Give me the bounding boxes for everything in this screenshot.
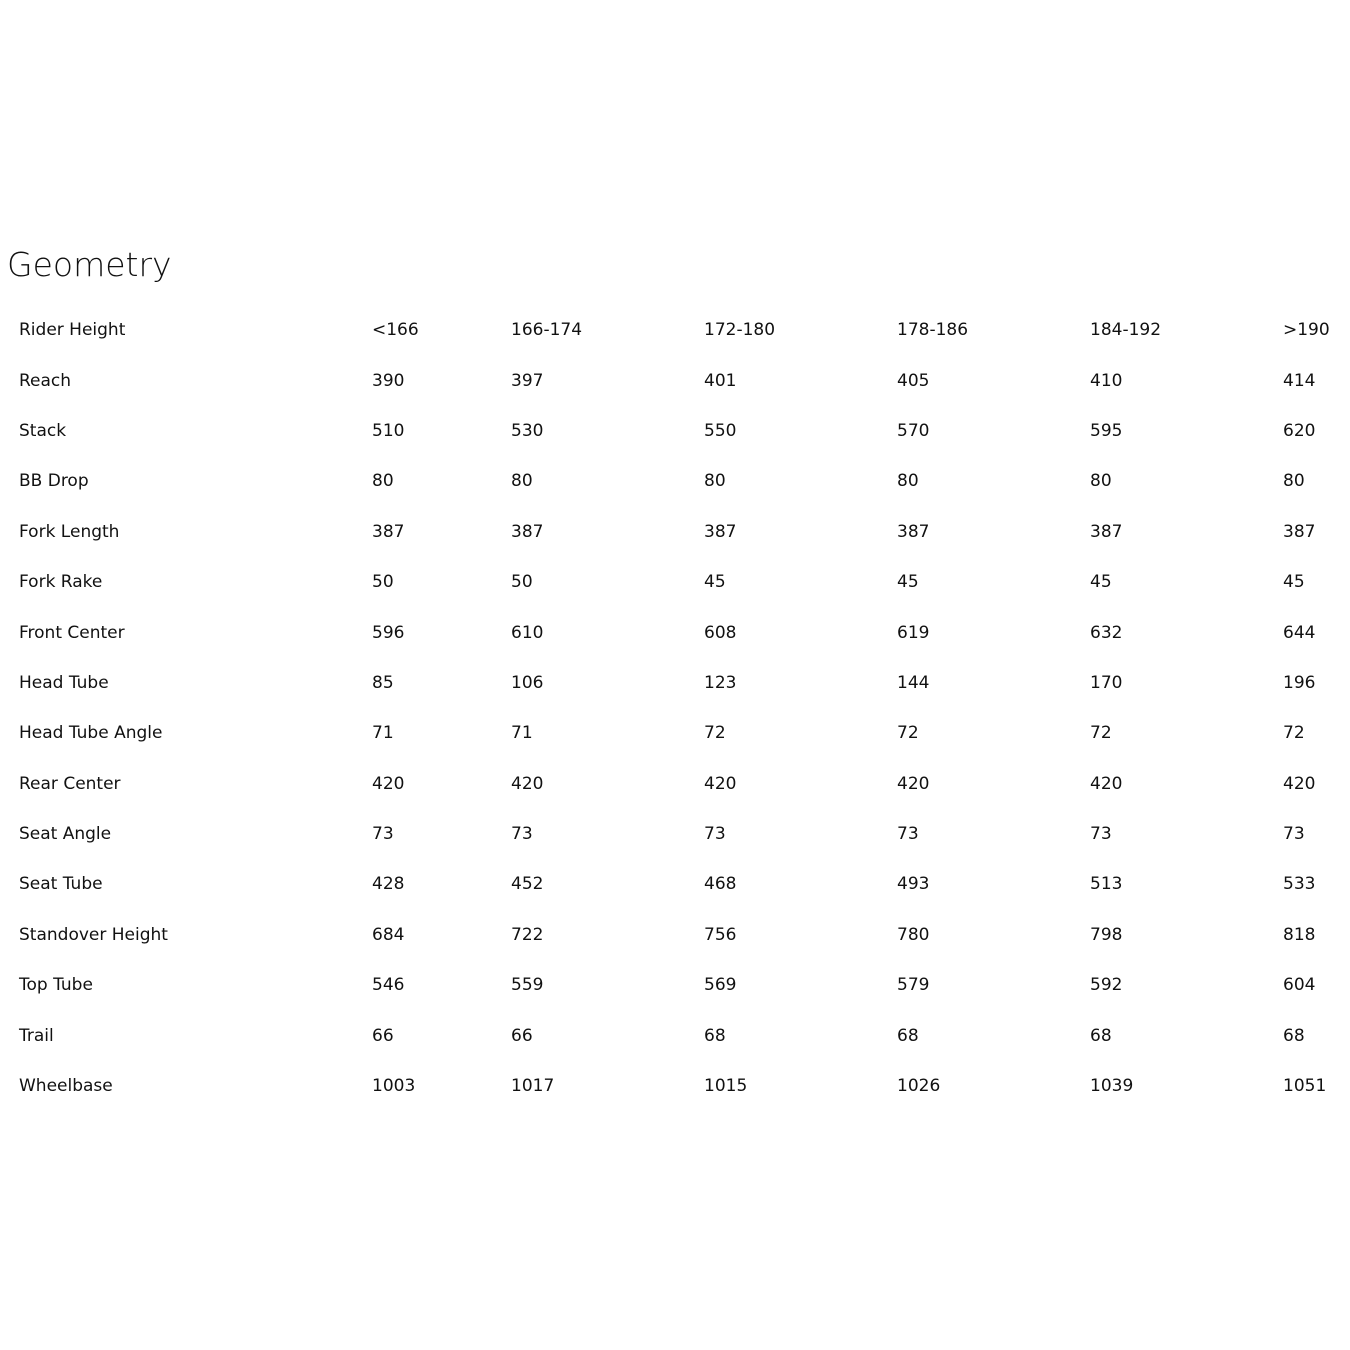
size-column-header: 172-180 (704, 320, 776, 341)
table-cell: 85 (372, 672, 394, 693)
row-label: Trail (19, 1025, 54, 1046)
table-cell: 71 (372, 723, 394, 744)
table-row (0, 658, 1350, 708)
table-cell: 610 (511, 622, 544, 643)
page-title: Geometry (7, 245, 172, 284)
table-cell: 1026 (897, 1076, 941, 1097)
table-cell: 68 (704, 1025, 726, 1046)
table-row (0, 355, 1350, 405)
table-cell: 533 (1283, 874, 1316, 895)
table-cell: 72 (1090, 723, 1112, 744)
table-cell: 123 (704, 672, 737, 693)
table-cell: 493 (897, 874, 930, 895)
table-cell: 1051 (1283, 1076, 1327, 1097)
table-cell: 798 (1090, 924, 1123, 945)
row-label: Stack (19, 420, 67, 441)
table-cell: 73 (897, 824, 919, 845)
table-cell: 513 (1090, 874, 1123, 895)
table-cell: 420 (511, 773, 544, 794)
table-cell: 80 (1090, 471, 1112, 492)
table-cell: 80 (1283, 471, 1305, 492)
table-cell: 196 (1283, 672, 1316, 693)
row-label: Seat Tube (19, 874, 103, 895)
table-cell: 550 (704, 420, 737, 441)
table-cell: 80 (372, 471, 394, 492)
table-row (0, 859, 1350, 909)
table-cell: 106 (511, 672, 544, 693)
table-cell: 595 (1090, 420, 1123, 441)
table-cell: 579 (897, 975, 930, 996)
table-cell: 68 (897, 1025, 919, 1046)
table-cell: 410 (1090, 370, 1123, 391)
table-cell: 45 (704, 572, 726, 593)
row-label: Rider Height (19, 320, 126, 341)
table-cell: 71 (511, 723, 533, 744)
row-label: Fork Length (19, 521, 120, 542)
table-cell: 428 (372, 874, 405, 895)
table-cell: 619 (897, 622, 930, 643)
table-cell: 604 (1283, 975, 1316, 996)
row-label: Rear Center (19, 773, 121, 794)
table-header-row (0, 305, 1350, 355)
table-cell: 420 (1090, 773, 1123, 794)
row-label: Reach (19, 370, 72, 391)
row-label: Standover Height (19, 924, 168, 945)
table-cell: 387 (1090, 521, 1123, 542)
table-row (0, 456, 1350, 506)
table-cell: 387 (1283, 521, 1316, 542)
table-row (0, 809, 1350, 859)
table-cell: 608 (704, 622, 737, 643)
row-label: Wheelbase (19, 1076, 113, 1097)
table-cell: 390 (372, 370, 405, 391)
table-cell: 420 (704, 773, 737, 794)
table-cell: 45 (897, 572, 919, 593)
row-label: Front Center (19, 622, 125, 643)
table-cell: 1015 (704, 1076, 748, 1097)
table-cell: 420 (897, 773, 930, 794)
table-cell: 80 (897, 471, 919, 492)
table-cell: 68 (1090, 1025, 1112, 1046)
table-cell: 66 (372, 1025, 394, 1046)
table-cell: 72 (897, 723, 919, 744)
table-row (0, 708, 1350, 758)
table-cell: 50 (372, 572, 394, 593)
table-row (0, 557, 1350, 607)
table-cell: 397 (511, 370, 544, 391)
row-label: Head Tube Angle (19, 723, 163, 744)
table-cell: 73 (372, 824, 394, 845)
table-cell: 45 (1283, 572, 1305, 593)
table-cell: 45 (1090, 572, 1112, 593)
table-cell: 405 (897, 370, 930, 391)
table-row (0, 960, 1350, 1010)
table-cell: 780 (897, 924, 930, 945)
table-cell: 420 (1283, 773, 1316, 794)
table-cell: 756 (704, 924, 737, 945)
table-cell: 73 (511, 824, 533, 845)
row-label: Seat Angle (19, 824, 112, 845)
table-cell: 722 (511, 924, 544, 945)
size-column-header: 166-174 (511, 320, 583, 341)
row-label: BB Drop (19, 471, 89, 492)
size-column-header: <166 (372, 320, 419, 341)
table-cell: 72 (1283, 723, 1305, 744)
table-row (0, 910, 1350, 960)
table-cell: 73 (1283, 824, 1305, 845)
table-cell: 620 (1283, 420, 1316, 441)
table-cell: 559 (511, 975, 544, 996)
row-label: Top Tube (19, 975, 93, 996)
table-cell: 632 (1090, 622, 1123, 643)
table-cell: 170 (1090, 672, 1123, 693)
table-cell: 144 (897, 672, 930, 693)
table-row (0, 507, 1350, 557)
table-cell: 570 (897, 420, 930, 441)
table-cell: 66 (511, 1025, 533, 1046)
table-cell: 420 (372, 773, 405, 794)
table-cell: 452 (511, 874, 544, 895)
size-column-header: 178-186 (897, 320, 969, 341)
table-row (0, 759, 1350, 809)
table-cell: 592 (1090, 975, 1123, 996)
table-row (0, 607, 1350, 657)
table-cell: 1003 (372, 1076, 416, 1097)
table-cell: 72 (704, 723, 726, 744)
size-column-header: 184-192 (1090, 320, 1162, 341)
table-cell: 401 (704, 370, 737, 391)
row-label: Fork Rake (19, 572, 103, 593)
table-cell: 818 (1283, 924, 1316, 945)
table-cell: 50 (511, 572, 533, 593)
table-cell: 73 (1090, 824, 1112, 845)
table-cell: 530 (511, 420, 544, 441)
table-cell: 80 (704, 471, 726, 492)
table-cell: 80 (511, 471, 533, 492)
table-cell: 387 (704, 521, 737, 542)
table-row (0, 1010, 1350, 1060)
table-cell: 546 (372, 975, 405, 996)
table-cell: 1017 (511, 1076, 555, 1097)
size-column-header: >190 (1283, 320, 1330, 341)
table-row (0, 406, 1350, 456)
geometry-table (0, 305, 1350, 1111)
table-cell: 387 (897, 521, 930, 542)
row-label: Head Tube (19, 672, 109, 693)
table-cell: 468 (704, 874, 737, 895)
table-cell: 73 (704, 824, 726, 845)
table-cell: 68 (1283, 1025, 1305, 1046)
table-cell: 569 (704, 975, 737, 996)
table-cell: 510 (372, 420, 405, 441)
table-cell: 414 (1283, 370, 1316, 391)
table-cell: 596 (372, 622, 405, 643)
table-cell: 387 (372, 521, 405, 542)
table-row (0, 1061, 1350, 1111)
table-cell: 684 (372, 924, 405, 945)
geometry-table-body (0, 305, 1350, 1111)
table-cell: 387 (511, 521, 544, 542)
table-cell: 1039 (1090, 1076, 1134, 1097)
table-cell: 644 (1283, 622, 1316, 643)
